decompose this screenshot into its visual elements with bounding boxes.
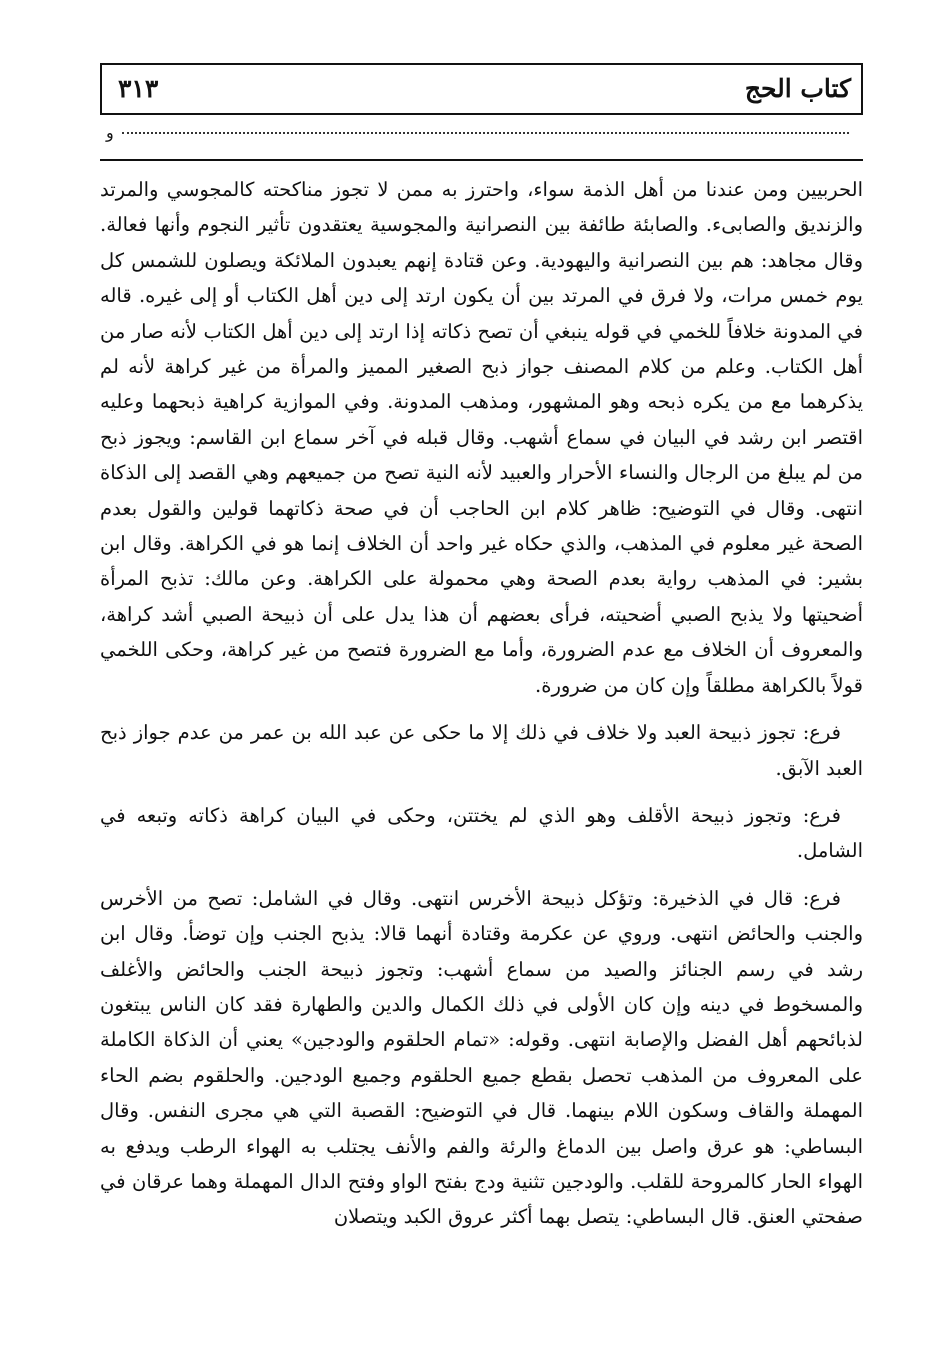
paragraph-far-mute: فرع: قال في الذخيرة: وتؤكل ذبيحة الأخرس انتهى. وقال في الشامل: تصح من الأخرس والجنب والحائض انتهى. وروي عن عكرمة وقتادة أنهما قالا: يذبح الجنب وإن توضأ. وقال ابن رشد في رسم الجنائز والصيد من سماع أشهب: وتجوز ذبيحة الجنب والحائض والأغلف والمسخوط في دينه وإن كان الأولى في ذلك الكمال والدين والطهارة فقد كان الناس يبتغون لذبائحهم أهل الفضل والإصابة انتهى. وقوله: «تمام الحلقوم والودجين» يعني أن الذكاة الكاملة على المعروف من المذهب تحصل بقطع جميع الحلقوم وجميع الودجين. والحلقوم بضم الحاء المهملة والقاف وسكون اللام بينهما. قال في التوضيح: القصبة التي هي مجرى النفس. وقال البساطي: هو عرق واصل بين الدماغ والرئة والفم والأنف يجتلب به الهواء الرطب ويدفع به الهواء الحار كالمروحة للقلب. والودجين تثنية ودج بفتح الواو وفتح الدال المهملة وهما عرقان في صفحتي العنق. قال البساطي: يتصل بهما أكثر عروق الكبد ويتصلان xyxy=(100,886,863,1229)
header-rule xyxy=(100,159,863,161)
paragraph-far-slave: فرع: تجوز ذبيحة العبد ولا خلاف في ذلك إلا ما حكى عن عبد الله بن عمر من عدم جواز ذبح العبد الآبق. xyxy=(100,721,863,780)
page-header xyxy=(100,63,863,115)
main-text xyxy=(100,172,863,1235)
paragraph-continued: الحربيين ومن عندنا من أهل الذمة سواء، واحترز به ممن لا تجوز مناكحته كالمجوسي والمرتد والزنديق والصابىء. والصابئة طائفة بين النصرانية والمجوسية يعتقدون تأثير النجوم وأنها فعالة. وقال مجاهد: هم بين النصرانية واليهودية. وعن قتادة إنهم يعبدون الملائكة ويصلون للشمس كل يوم خمس مرات، ولا فرق في المرتد بين أن يكون ارتد إلى دين أهل الكتاب أو إلى غيره. قاله في المدونة خلافاً للخمي في قوله ينبغي أن تصح ذكاته إذا ارتد إلى دين أهل الكتاب لأنه صار من أهل الكتاب. وعلم من كلام المصنف جواز ذبح الصغير المميز والمرأة من غير كراهة لأنه لم يذكرهما مع من يكره ذبحه وهو المشهور، ومذهب المدونة. وفي الموازية كراهية ذبحهما وعليه اقتصر ابن رشد في البيان في سماع أشهب. وقال قبله في آخر سماع ابن القاسم: ويجوز ذبح من لم يبلغ من الرجال والنساء الأحرار والعبيد لأنه النية تصح من جميعهم وهي القصد إلى الذكاة انتهى. وقال في التوضيح: ظاهر كلام ابن الحاجب أن في صحة ذكاتهما قولين والقول بعدم الصحة غير معلوم في المذهب، والذي حكاه غير واحد أن الخلاف إنما هو في الكراهة. وقال ابن بشير: في المذهب رواية بعدم الصحة وهي محمولة على الكراهة. وعن مالك: تذبح المرأة أضحيتها ولا يذبح الصبي أضحيته، فرأى بعضهم أن هذا يدل على أن ذبيحة الصبي أشد كراهة، والمعروف أن الخلاف مع عدم الضرورة، وأما مع الضرورة فتصح من غير كراهة، وحكى اللخمي قولاً بالكراهة مطلقاً وإن كان من ضرورة. xyxy=(100,178,863,697)
paragraph-far-uncircumcised: فرع: وتجوز ذبيحة الأقلف وهو الذي لم يختتن، وحكى في البيان كراهة ذكاته وتبعه في الشامل. xyxy=(100,803,863,863)
book-title: كتاب الحج xyxy=(744,74,851,103)
page-number: ٣١٣ xyxy=(118,74,159,103)
footnote-marker: و xyxy=(106,123,114,142)
dotted-leader xyxy=(122,132,849,134)
footnote-dotted-line xyxy=(100,121,863,145)
